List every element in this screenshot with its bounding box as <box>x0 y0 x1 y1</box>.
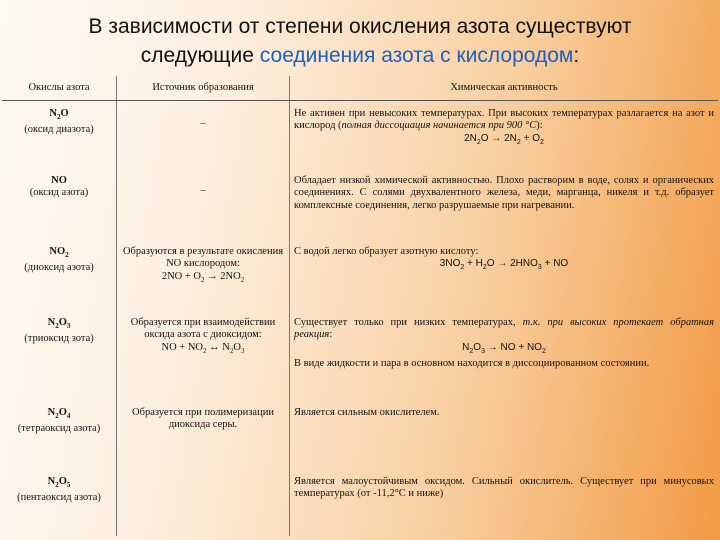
oxide-name: (тетраоксид азота) <box>17 422 101 434</box>
oxide-formula: $NO_2$ <box>49 246 69 260</box>
table-row <box>2 473 718 536</box>
oxide-formula: $N_2O_5$ <box>47 476 71 490</box>
source-cell: Образуется при взаимодействии оксида азота с диоксидом: NO + $NO_2$ ↔ $N_2O_3$ <box>117 314 290 404</box>
activity-cell: Является сильным окислителем. <box>294 407 440 418</box>
oxide-formula: $N_2O_4$ <box>47 407 71 421</box>
header-source: Источник образования <box>117 76 290 101</box>
oxide-name: (диоксид азота) <box>24 261 94 273</box>
oxide-name: (оксид диазота) <box>24 123 94 135</box>
activity-cell: С водой легко образует азотную кислоту: $3NO_2 + H_2O \to 2HNO_3$ + NO <box>294 246 569 272</box>
oxide-cell <box>2 314 117 404</box>
source-cell <box>117 172 290 243</box>
oxide-cell <box>2 172 117 243</box>
oxide-cell <box>2 243 117 314</box>
activity-cell: Существует только при низких температурах, т.к. при высоких протекает обратная реакция: $N_2O_3$ → NO + $NO_2$ В виде жидкости и пара в основном находится в диссоциированном состоянии. <box>294 317 715 370</box>
oxide-cell <box>2 404 117 473</box>
oxide-name: (пентаоксид азота) <box>17 491 101 503</box>
title-accent: соединения азота с кислородом <box>259 44 574 67</box>
source-text: – <box>200 185 206 196</box>
source-cell: Образуется при полимеризации диоксида серы. <box>117 404 290 473</box>
activity-cell: Обладает низкой химической активностью. Плохо растворим в воде, солях и органических соединениях. С солями двухвалентного железа, меди, марганца, никеля и т.д. образует комплексные соединения, легко разрушаемые при нагревании. <box>294 175 714 211</box>
title-line-2-plain: следующие <box>140 44 260 67</box>
oxide-formula: $N_2O$ <box>49 108 69 122</box>
oxide-cell <box>2 101 117 173</box>
table-row <box>2 101 718 173</box>
nitrogen-oxides-table <box>2 76 718 536</box>
slide-title <box>0 12 720 70</box>
source-cell <box>117 101 290 173</box>
table-row <box>2 172 718 243</box>
title-line-1: В зависимости от степени окисления азота существуют <box>88 15 632 38</box>
table-row <box>2 404 718 473</box>
title-line-2 <box>0 41 720 70</box>
table-row <box>2 243 718 314</box>
source-cell <box>117 473 290 536</box>
table-row <box>2 314 718 404</box>
activity-cell: Не активен при невысоких температурах. При высоких температурах разлагается на азот и кислород (полная диссоциация начинается при 900 °С): $2N_2O \to 2N_2 + O_2$ <box>294 108 714 146</box>
source-cell: Образуются в результате окисления NO кислородом: $2NO + O_2 \to 2NO_2$ <box>117 243 290 314</box>
activity-cell: Является малоустойчивым оксидом. Сильный окислитель. Существует при минусовых температурах (от -11,2°С и ниже) <box>294 476 714 500</box>
table-header-row <box>2 76 718 101</box>
oxide-name: (триоксид зота) <box>24 332 94 344</box>
source-text: – <box>200 118 206 129</box>
oxide-formula: NO <box>51 175 67 186</box>
oxide-name: (оксид азота) <box>29 187 89 199</box>
title-line-2-end: : <box>573 44 580 67</box>
header-oxides: Окислы азота <box>2 76 117 101</box>
header-activity: Химическая активность <box>290 76 719 101</box>
oxide-formula: $N_2O_3$ <box>47 317 71 331</box>
oxide-cell <box>2 473 117 536</box>
